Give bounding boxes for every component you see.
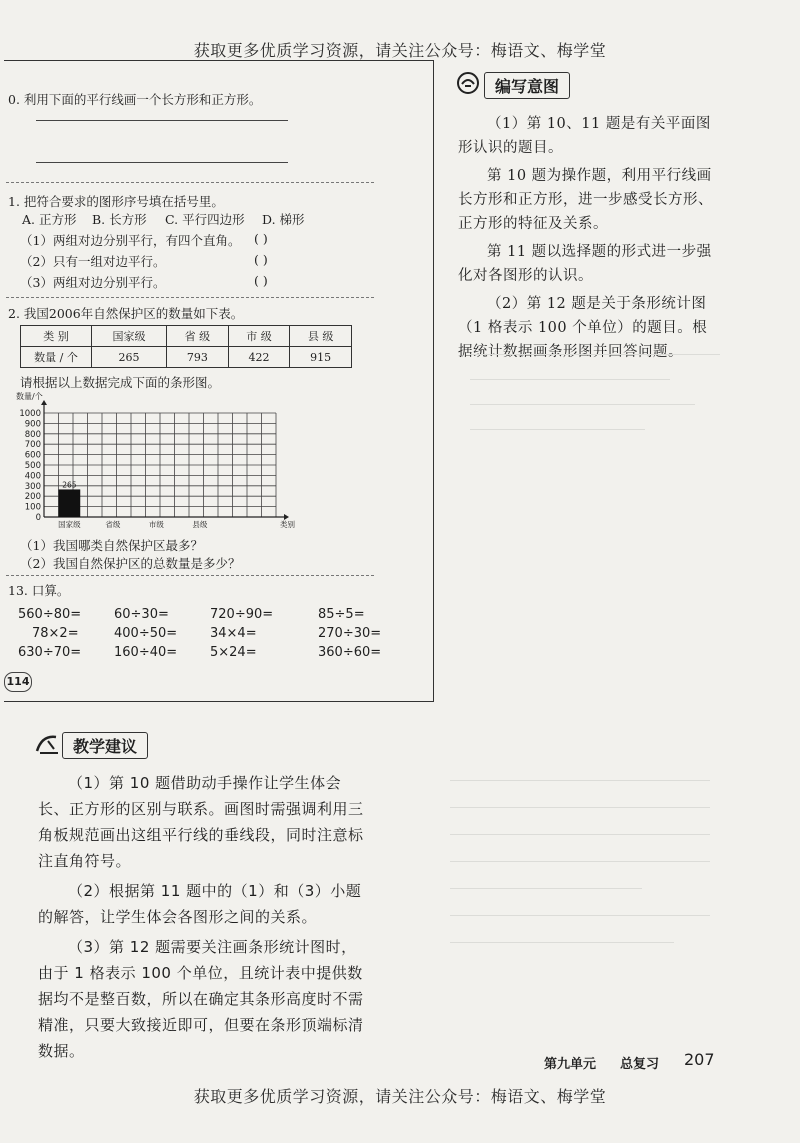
chart-y-tick-label: 700 [24, 440, 41, 451]
divider-q10 [6, 182, 374, 183]
calc-row-1 [18, 603, 365, 622]
option-c: C. 平行四边形 [165, 212, 245, 227]
footer-section: 总复习 [620, 1057, 660, 1072]
calc-item: 60÷30= [114, 607, 169, 622]
chart-instruction: 请根据以上数据完成下面的条形图。 [20, 375, 221, 390]
chart-y-tick-label: 300 [24, 481, 41, 492]
q11-blank-2[interactable]: ( ) [254, 252, 268, 267]
chart-data-label: 265 [62, 480, 77, 490]
chart-y-tick-label: 1000 [19, 409, 41, 419]
intent-heading: 编写意图 [484, 72, 570, 99]
intent-paragraph-1: （1）第 10、11 题是有关平面图形认识的题目。 [458, 116, 711, 156]
advice-paragraph-3: （3）第 12 题需要关注画条形统计图时，由于 1 格表示 100 个单位，且统计表中提供数据均不是整百数，所以在确定其条形高度时不需精准，只要大致接近即可，但要在条形顶端标清数据。 [38, 938, 364, 1060]
count-table [20, 325, 352, 368]
question-10: 0. 利用下面的平行线画一个长方形和正方形。 [8, 92, 262, 107]
calc-item: 85÷5= [318, 607, 365, 622]
option-d: D. 梯形 [262, 212, 305, 227]
q11-blank-3[interactable]: ( ) [254, 273, 268, 288]
parallel-line-bottom [36, 162, 288, 163]
question-12-title: 2. 我国2006年自然保护区的数量如下表。 [8, 306, 244, 321]
advice-paragraph-1: （1）第 10 题借助动手操作让学生体会长、正方形的区别与联系。画图时需强调利用三角板规范画出这组平行线的垂线段，同时注意标注直角符号。 [38, 774, 364, 870]
calc-item: 5×24= [210, 645, 257, 660]
q11-item-2: （2）只有一组对边平行。 [20, 254, 166, 269]
footer-chapter: 第九单元 [544, 1057, 597, 1072]
parallel-line-top [36, 120, 288, 121]
watermark-bottom: 获取更多优质学习资源，请关注公众号：梅语文、梅学堂 [193, 1087, 607, 1106]
table-header-category: 类 别 [21, 326, 92, 347]
intent-paragraph-3: 第 11 题以选择题的形式进一步强化对各图形的认识。 [458, 244, 712, 284]
chart-y-tick-label: 0 [35, 513, 41, 523]
calc-item: 720÷90= [210, 607, 274, 622]
calc-row-3 [18, 641, 381, 660]
table-value-national: 265 [92, 347, 167, 368]
calc-item: 560÷80= [18, 607, 82, 622]
divider-q11 [6, 297, 374, 298]
chart-y-tick-label: 600 [24, 450, 41, 461]
bleed-through-text [390, 720, 710, 1020]
advice-book-icon [34, 731, 62, 757]
table-header-county: 县 级 [290, 326, 352, 347]
chart-x-axis-label: 类别 [280, 520, 295, 529]
intent-paragraph-2: 第 10 题为操作题，利用平行线画长方形和正方形，进一步感受长方形、正方形的特征及关系。 [458, 168, 713, 232]
q11-blank-1[interactable]: ( ) [254, 231, 268, 246]
chart-y-tick-label: 900 [24, 419, 41, 430]
table-value-provincial: 793 [167, 347, 229, 368]
table-value-city: 422 [228, 347, 290, 368]
chart-y-tick-label: 500 [24, 461, 41, 471]
table-header-national: 国家级 [92, 326, 167, 347]
calc-item: 400÷50= [114, 626, 178, 641]
table-header-city: 市 级 [228, 326, 290, 347]
intent-hand-icon [456, 72, 482, 94]
option-a: A. 正方形 [22, 212, 77, 227]
chart-y-tick-label: 400 [24, 471, 41, 482]
chart-category-label: 市级 [148, 520, 164, 529]
calc-item: 34×4= [210, 626, 257, 641]
option-b: B. 长方形 [92, 212, 147, 227]
advice-heading: 教学建议 [62, 732, 148, 759]
calc-item: 630÷70= [18, 645, 82, 660]
calc-item: 160÷40= [114, 645, 178, 660]
exercise-page-number: 114 [4, 672, 32, 692]
q12-sub-2: （2）我国自然保护区的总数量是多少？ [20, 556, 241, 571]
footer-page-number: 207 [684, 1050, 715, 1069]
calc-item: 270÷30= [318, 626, 382, 641]
q11-item-3: （3）两组对边分别平行。 [20, 275, 166, 290]
chart-category-label: 国家级 [58, 520, 81, 529]
question-11-title: 1. 把符合要求的图形序号填在括号里。 [8, 194, 224, 209]
chart-y-tick-label: 800 [24, 429, 41, 440]
advice-text [38, 770, 370, 1068]
table-value-county: 915 [290, 347, 352, 368]
calc-item: 78×2= [32, 626, 79, 641]
chart-category-label: 省级 [105, 520, 121, 529]
chart-y-tick-label: 200 [24, 492, 41, 503]
intent-paragraph-4: （2）第 12 题是关于条形统计图（1 格表示 100 个单位）的题目。根据统计数据画条形图并回答问题。 [458, 296, 708, 360]
table-header-provincial: 省 级 [167, 326, 229, 347]
q11-item-1: （1）两组对边分别平行，有四个直角。 [20, 233, 241, 248]
chart-y-axis-label: 数量/个 [16, 392, 43, 401]
watermark-top: 获取更多优质学习资源，请关注公众号：梅语文、梅学堂 [193, 41, 607, 60]
chart-category-label: 县级 [192, 520, 208, 529]
divider-q12 [6, 575, 374, 576]
chart-bar [59, 489, 81, 517]
q12-sub-1: （1）我国哪类自然保护区最多？ [20, 538, 203, 553]
table-row-label: 数量 / 个 [21, 347, 92, 368]
calc-item: 360÷60= [318, 645, 382, 660]
intent-text [458, 112, 718, 368]
chart-y-tick-label: 100 [24, 502, 41, 513]
calc-row-2 [18, 622, 381, 641]
advice-paragraph-2: （2）根据第 11 题中的（1）和（3）小题的解答，让学生体会各图形之间的关系。 [38, 882, 362, 926]
bleed-through-text [470, 340, 720, 470]
question-13-title: 13. 口算。 [8, 583, 70, 598]
bar-chart [8, 385, 295, 535]
